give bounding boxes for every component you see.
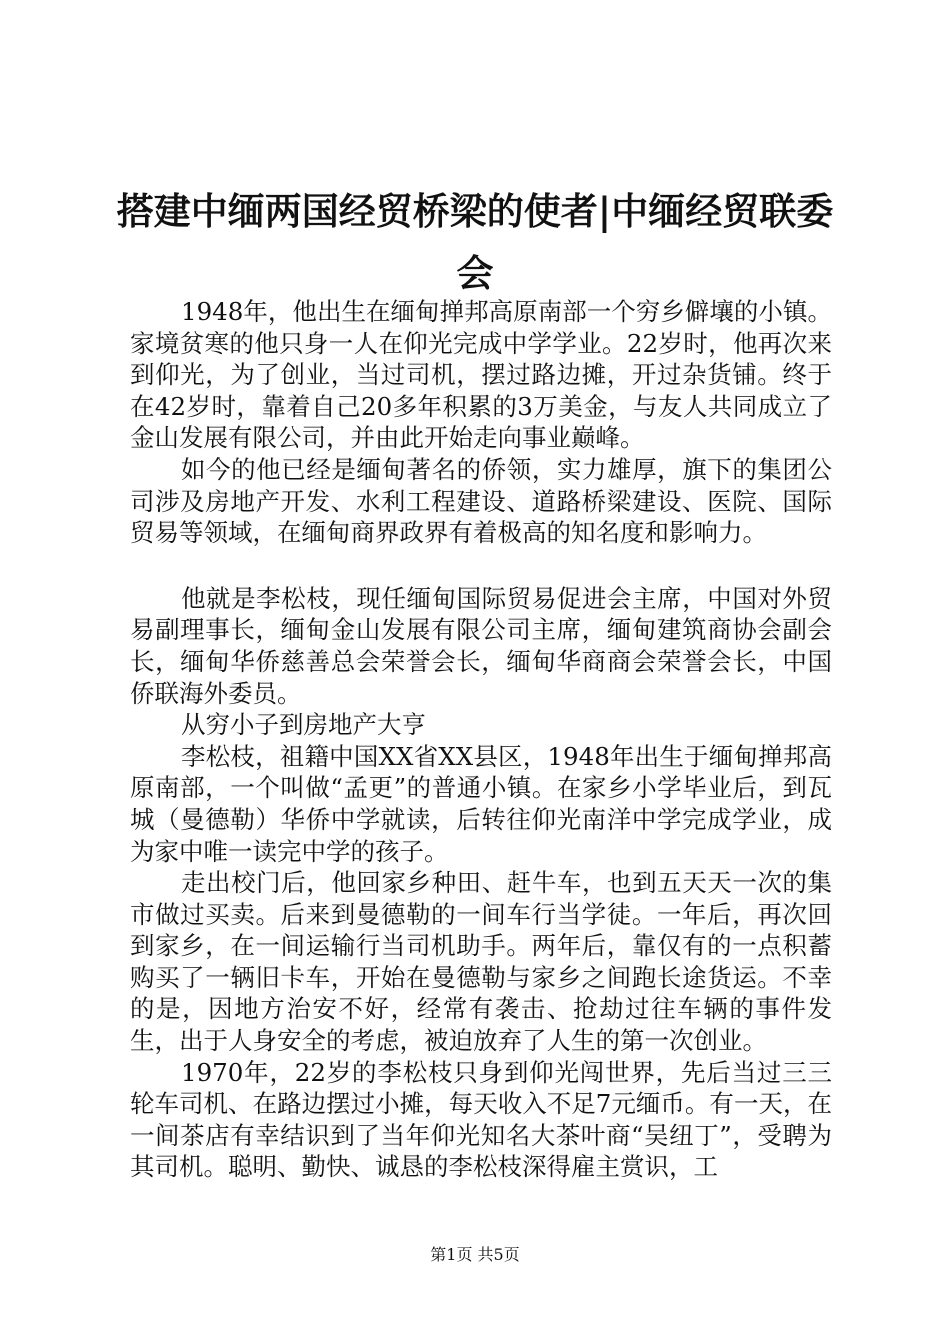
page-number: 第1页 共5页 [430, 1245, 520, 1264]
paragraph-spacer [130, 549, 832, 583]
paragraph-positions: 他就是李松枝，现任缅甸国际贸易促进会主席，中国对外贸易副理事长，缅甸金山发展有限公司主席，缅甸建筑商协会副会长，缅甸华侨慈善总会荣誉会长，缅甸华商商会荣誉会长，中国侨联海外委员。 [130, 583, 832, 708]
section-heading: 从穷小子到房地产大亨 [181, 710, 426, 740]
paragraph-overseas-leader: 如今的他已经是缅甸著名的侨领，实力雄厚，旗下的集团公司涉及房地产开发、水利工程建设、道路桥梁建设、医院、国际贸易等领域，在缅甸商界政界有着极高的知名度和影响力。 [130, 454, 832, 548]
paragraph-intro: 1948年，他出生在缅甸掸邦高原南部一个穷乡僻壤的小镇。家境贫寒的他只身一人在仰光完成中学学业。22岁时，他再次来到仰光，为了创业，当过司机，摆过路边摊，开过杂货铺。终于在42岁时，靠着自己20多年积累的3万美金，与友人共同成立了金山发展有限公司，并由此开始走向事业巅峰。 [130, 297, 832, 453]
paragraph-yangon: 1970年，22岁的李松枝只身到仰光闯世界，先后当过三三轮车司机、在路边摆过小摊，每天收入不足7元缅币。有一天，在一间茶店有幸结识到了当年仰光知名大茶叶商“吴纽丁”，受聘为其司机。聪明、勤快、诚恳的李松枝深得雇主赏识，工 [130, 1057, 832, 1182]
document-body [130, 296, 832, 1183]
paragraph-first-business: 走出校门后，他回家乡种田、赶牛车，也到五天天一次的集市做过买卖。后来到曼德勒的一间车行当学徒。一年后，再次回到家乡，在一间运输行当司机助手。两年后，靠仅有的一点积蓄购买了一辆旧卡车，开始在曼德勒与家乡之间跑长途货运。不幸的是，因地方治安不好，经常有袭击、抢劫过往车辆的事件发生，出于人身安全的考虑，被迫放弃了人生的第一次创业。 [130, 868, 832, 1056]
document-title: 搭建中缅两国经贸桥梁的使者|中缅经贸联委会 [116, 189, 834, 295]
paragraph-origin: 李松枝，祖籍中国XX省XX县区，1948年出生于缅甸掸邦高原南部，一个叫做“孟更”的普通小镇。在家乡小学毕业后，到瓦城（曼德勒）华侨中学就读，后转往仰光南洋中学完成学业，成为家中唯一读完中学的孩子。 [130, 741, 832, 866]
